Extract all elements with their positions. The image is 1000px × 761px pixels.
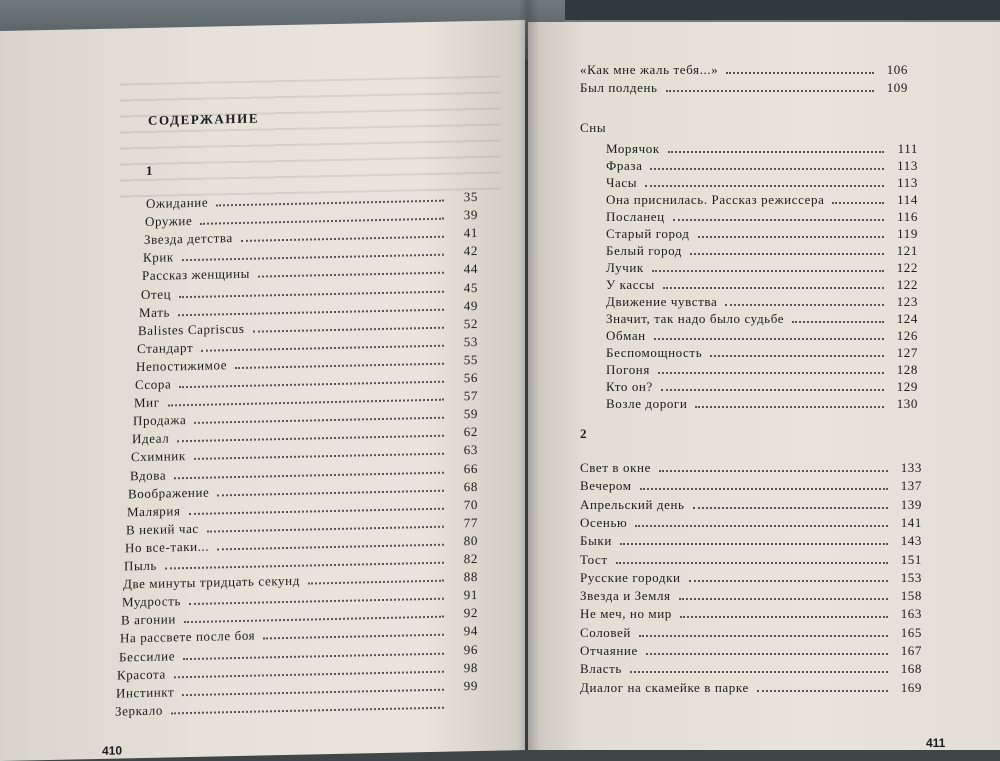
toc-entry-page: 98 [463, 659, 478, 675]
toc-entry [580, 625, 922, 641]
dot-leader [663, 287, 884, 289]
toc-entry-page: 63 [463, 442, 478, 458]
dot-leader [680, 616, 888, 618]
toc-entry-page: 44 [463, 261, 478, 277]
toc-entry-page: 133 [900, 460, 922, 475]
toc-entry-page: 122 [896, 277, 918, 292]
dot-leader [690, 253, 884, 255]
dot-leader [182, 254, 444, 261]
toc-entry-page: 167 [900, 643, 922, 658]
toc-entry [580, 570, 922, 586]
dot-leader [710, 355, 884, 357]
toc-entry-title: Непостижимое [136, 357, 228, 375]
toc-entry-title: Звезда детства [144, 230, 233, 248]
page-number-left: 410 [102, 743, 123, 758]
toc-entry-title: Диалог на скамейке в парке [580, 679, 749, 695]
toc-entry-page: 70 [463, 496, 478, 512]
toc-entry-page: 116 [897, 209, 918, 224]
dot-leader [184, 616, 444, 623]
toc-entry-page: 45 [463, 279, 478, 295]
toc-entry-page: 129 [896, 379, 918, 394]
dot-leader [194, 453, 444, 460]
toc-entry-page: 106 [886, 62, 908, 77]
dot-leader [616, 562, 888, 564]
dot-leader [308, 580, 444, 585]
dot-leader [725, 304, 884, 306]
dot-leader [666, 90, 874, 92]
toc-entry-title: Две минуты тридцать секунд [123, 572, 300, 592]
dot-leader [659, 470, 888, 472]
toc-entry-page: 123 [896, 294, 918, 309]
dot-leader [689, 580, 888, 582]
toc-entry-page: 130 [896, 396, 918, 411]
book-cover-edge [565, 0, 1000, 22]
toc-entry-page: 52 [463, 315, 478, 331]
dot-leader [698, 236, 885, 238]
toc-entry-page: 57 [463, 388, 478, 404]
dot-leader [179, 381, 444, 389]
dot-leader [792, 321, 884, 323]
toc-entry [606, 141, 918, 157]
toc-entry-title: Звезда и Земля [580, 588, 671, 604]
book-gutter [518, 0, 540, 750]
toc-entry-page: 126 [896, 328, 918, 343]
toc-entry-title: Значит, так надо было судьбе [606, 311, 785, 326]
toc-entry-page: 151 [900, 551, 922, 567]
page-number-right: 411 [926, 736, 946, 750]
toc-entry-page: 62 [463, 424, 478, 440]
toc-entry [606, 396, 918, 412]
dot-leader [693, 507, 888, 509]
toc-entry-page: 91 [463, 587, 478, 603]
toc-entry [606, 243, 918, 259]
toc-entry [580, 497, 922, 513]
toc-entry [580, 552, 922, 568]
toc-entry [580, 643, 922, 659]
toc-entry [580, 661, 922, 677]
toc-entry-title: В некий час [126, 520, 199, 538]
dot-leader [635, 525, 888, 527]
toc-entry [606, 158, 918, 174]
toc-entry [606, 277, 918, 293]
toc-entry-title: Вечером [580, 478, 632, 494]
dot-leader [695, 406, 884, 408]
toc-entry-title: Ожидание [146, 194, 209, 211]
toc-entry [580, 588, 922, 604]
toc-entry-page: 82 [463, 550, 478, 567]
toc-entry-title: У кассы [606, 277, 655, 292]
toc-entry-title: Свет в окне [580, 460, 651, 475]
toc-entry-page: 114 [897, 192, 918, 207]
toc-entry [606, 226, 918, 242]
toc-entry-title: Обман [606, 328, 646, 343]
toc-entry-title: Инстинкт [116, 684, 175, 701]
toc-entry [580, 478, 922, 494]
toc-entry-title: Бессилие [119, 647, 176, 665]
toc-entry-title: Отчаяние [580, 643, 638, 658]
toc-entry-page: 80 [463, 532, 478, 549]
section-number-2: 2 [580, 426, 587, 441]
toc-entry-title: Лучик [606, 260, 644, 275]
toc-entry-page: 42 [463, 243, 478, 259]
dot-leader [178, 308, 444, 316]
right-page [528, 22, 1000, 750]
toc-entry-title: Осенью [580, 514, 628, 530]
dot-leader [174, 471, 444, 479]
section-number-1: 1 [146, 162, 153, 178]
dot-leader [620, 543, 888, 545]
toc-entry-title: Погоня [606, 362, 650, 377]
toc-entry [606, 345, 918, 361]
toc-entry [606, 311, 918, 327]
dot-leader [639, 635, 888, 637]
toc-entry-page: 169 [900, 679, 922, 695]
dot-leader [217, 544, 444, 551]
dot-leader [201, 344, 444, 351]
toc-entry [580, 460, 922, 476]
toc-entry-title: «Как мне жаль тебя...» [580, 62, 719, 77]
toc-entry-title: Вдова [130, 467, 167, 483]
dot-leader [207, 525, 444, 532]
toc-entry-page: 158 [900, 588, 922, 604]
toc-entry-title: Кто он? [606, 379, 653, 394]
dot-leader [179, 290, 444, 298]
toc-entry-page: 127 [896, 345, 918, 360]
toc-entry-title: Схимник [131, 448, 186, 465]
dot-leader [177, 435, 444, 443]
toc-entry-page: 53 [463, 333, 478, 350]
toc-entry-title: Ссора [135, 376, 172, 393]
toc-entry-page: 49 [463, 297, 478, 313]
toc-entry-page: 139 [900, 496, 922, 512]
toc-entry-title: Малярия [127, 502, 181, 520]
toc-entry-title: Морячок [606, 141, 660, 156]
toc-entry-title: Белый город [606, 243, 683, 258]
dot-leader [174, 670, 444, 678]
toc-entry-title: Отец [141, 285, 172, 302]
dot-leader [194, 417, 444, 424]
toc-entry-page: 141 [900, 514, 922, 530]
toc-entry-title: Беспомощность [606, 345, 703, 360]
toc-entry-page: 113 [897, 175, 918, 190]
toc-entry-page: 68 [463, 478, 478, 494]
toc-entry-page: 94 [463, 623, 478, 639]
dot-leader [235, 363, 444, 369]
toc-entry-page: 153 [900, 569, 922, 585]
toc-entry-title: Оружие [145, 213, 193, 230]
dot-leader [646, 653, 888, 655]
toc-entry-page: 168 [900, 661, 922, 677]
toc-entry-title: На рассвете после боя [120, 628, 256, 646]
toc-entry-page: 119 [897, 226, 918, 241]
toc-entry-page: 109 [886, 79, 908, 95]
toc-entry-title: Воображение [128, 484, 210, 501]
dot-leader [832, 202, 884, 204]
toc-entry [606, 192, 918, 208]
toc-entry-title: Фраза [606, 158, 643, 173]
toc-entry-title: Balistes Capriscus [138, 320, 245, 338]
contents-heading: СОДЕРЖАНИЕ [148, 110, 260, 128]
dot-leader [217, 489, 444, 496]
toc-entry-page: 59 [463, 406, 478, 422]
dot-leader [640, 488, 888, 490]
toc-entry-title: Рассказ женщины [142, 266, 251, 284]
toc-entry [606, 175, 918, 191]
toc-entry [606, 260, 918, 276]
toc-entry [580, 606, 922, 622]
toc-entry-title: Апрельский день [580, 496, 685, 512]
toc-entry-title: Стандарт [137, 339, 194, 356]
toc-entry-title: Она приснилась. Рассказ режиссера [606, 192, 825, 207]
toc-entry-title: Зеркало [115, 702, 163, 719]
dot-leader [726, 72, 874, 74]
toc-entry-page: 77 [463, 514, 478, 531]
dot-leader [216, 200, 444, 207]
dot-leader [645, 185, 884, 187]
toc-entry-title: Русские городки [580, 569, 681, 585]
toc-entry-page: 56 [463, 369, 478, 386]
dot-leader [171, 706, 444, 714]
toc-entry-page: 111 [897, 141, 918, 156]
toc-entry-page: 66 [463, 460, 478, 476]
dot-leader [258, 272, 444, 278]
dot-leader [668, 151, 884, 153]
toc-entry-title: Возле дороги [606, 396, 688, 411]
toc-entry-page: 165 [900, 624, 922, 640]
toc-entry [606, 328, 918, 344]
dot-leader [253, 326, 445, 332]
toc-entry [580, 80, 908, 96]
toc-entry-title: Был полдень [580, 79, 658, 95]
dot-leader [650, 168, 884, 170]
toc-entry-title: Власть [580, 661, 622, 677]
dot-leader [241, 236, 444, 242]
toc-entry [580, 515, 922, 531]
toc-entry-page: 99 [463, 677, 478, 693]
toc-entry-title: В агонии [121, 611, 176, 628]
toc-entry-page: 128 [896, 362, 918, 377]
toc-entry-title: Пыль [124, 557, 157, 574]
toc-entry-page: 113 [897, 158, 918, 173]
toc-entry [606, 209, 918, 225]
toc-entry-page: 41 [463, 225, 478, 241]
toc-entry-title: Идеал [132, 430, 170, 447]
toc-entry-page: 96 [463, 641, 478, 657]
dot-leader [673, 219, 884, 221]
dot-leader [182, 688, 444, 695]
dot-leader [630, 671, 888, 673]
dot-leader [183, 652, 444, 659]
toc-entry [580, 680, 922, 696]
toc-entry-page: 124 [896, 311, 918, 326]
toc-entry-title: Быки [580, 533, 612, 549]
toc-entry-title: Старый город [606, 226, 690, 241]
dot-leader [165, 562, 444, 570]
dot-leader [168, 399, 444, 407]
toc-entry [606, 294, 918, 310]
toc-entry-title: Красота [117, 666, 166, 683]
toc-entry-title: Крик [143, 249, 174, 266]
toc-entry-page: 35 [463, 188, 478, 205]
dot-leader [757, 690, 888, 692]
toc-entry [606, 362, 918, 378]
subsection-title: Сны [580, 120, 607, 135]
dot-leader [661, 389, 884, 391]
toc-entry-title: Движение чувства [606, 294, 718, 309]
dot-leader [654, 338, 884, 340]
toc-entry-title: Мудрость [122, 593, 182, 610]
dot-leader [200, 218, 444, 225]
show-through-text [120, 76, 500, 204]
toc-entry-title: Тост [580, 551, 608, 567]
toc-entry-title: Соловей [580, 624, 631, 640]
toc-entry-page: 88 [463, 569, 478, 585]
toc-entry [580, 62, 908, 78]
dot-leader [263, 634, 444, 640]
toc-entry-page: 121 [896, 243, 918, 258]
toc-entry-page: 92 [463, 605, 478, 621]
toc-entry-page: 55 [463, 351, 478, 368]
toc-entry [606, 379, 918, 395]
dot-leader [652, 270, 884, 272]
toc-entry-page: 163 [900, 606, 922, 622]
toc-entry-title: Посланец [606, 209, 665, 224]
toc-entry-page [448, 712, 478, 713]
toc-entry-page: 137 [900, 478, 922, 494]
dot-leader [679, 598, 888, 600]
toc-entry-page: 39 [463, 207, 478, 223]
toc-entry-page: 143 [900, 533, 922, 549]
toc-entry-title: Часы [606, 175, 638, 190]
left-page [0, 20, 525, 761]
toc-entry [580, 533, 922, 549]
dot-leader [189, 598, 444, 605]
toc-entry-title: Мать [139, 304, 171, 320]
dot-leader [658, 372, 884, 374]
toc-entry-title: Но все-таки... [125, 538, 210, 556]
toc-entry-page: 122 [896, 260, 918, 275]
toc-entry-title: Не меч, но мир [580, 606, 672, 622]
dot-leader [189, 507, 444, 514]
toc-entry-title: Миг [134, 394, 160, 411]
toc-entry-title: Продажа [133, 412, 187, 429]
